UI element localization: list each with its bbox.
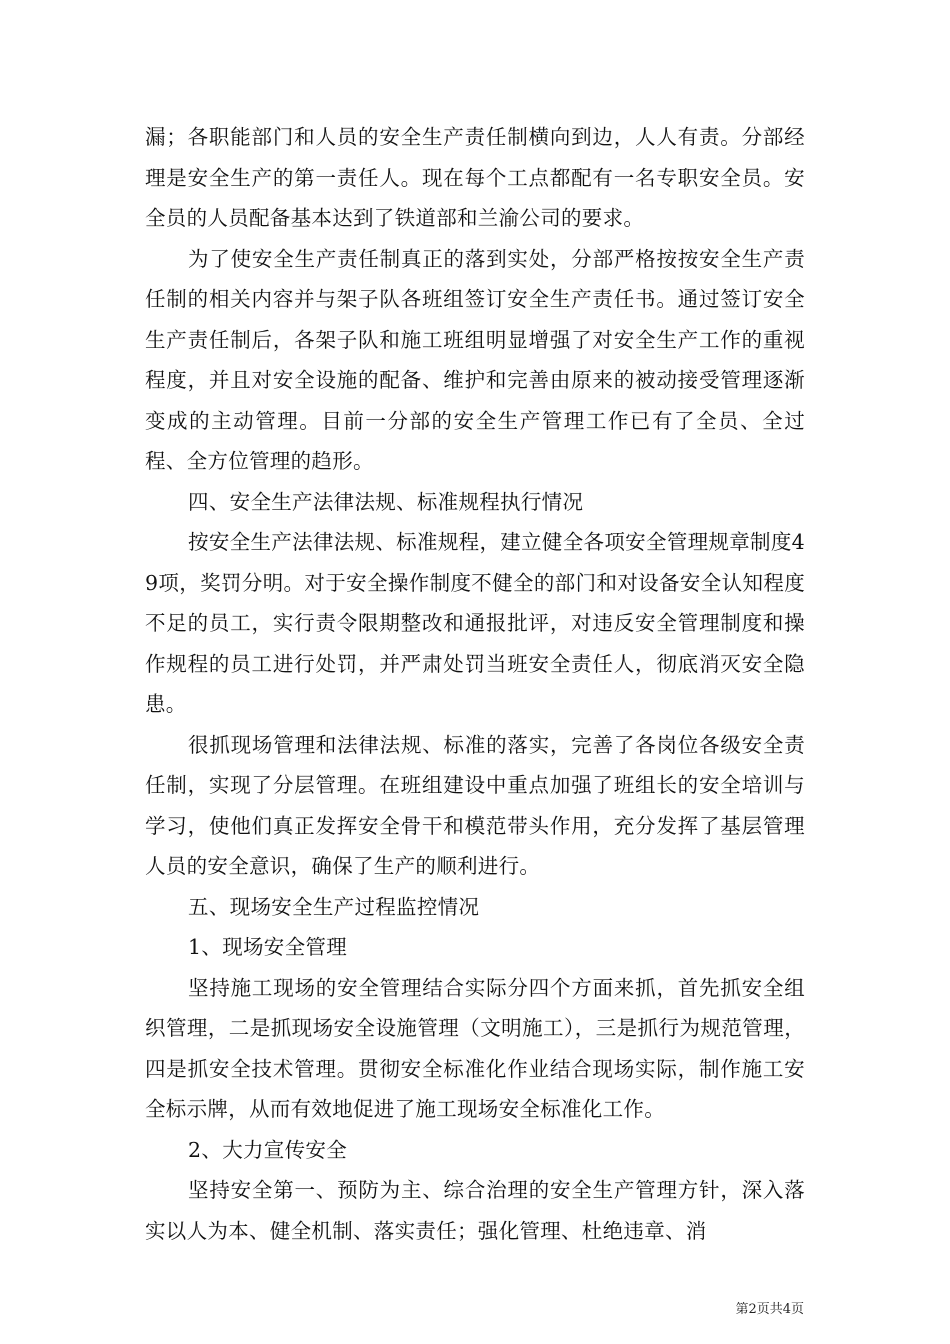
paragraph-2: 为了使安全生产责任制真正的落到实处，分部严格按按安全生产责任制的相关内容并与架子队各班组签订安全生产责任书。通过签订安全生产责任制后，各架子队和施工班组明显增强了对安全生产工作的重视程度，并且对安全设施的配备、维护和完善由原来的被动接受管理逐渐变成的主动管理。目前一分部的安全生产管理工作已有了全员、全过程、全方位管理的趋形。 <box>145 246 805 473</box>
subheading-1: 1、现场安全管理 <box>188 935 347 959</box>
document-body <box>145 117 805 1251</box>
subheading-2: 2、大力宣传安全 <box>188 1137 347 1162</box>
paragraph-3: 按安全生产法律法规、标准规程，建立健全各项安全管理规章制度49项，奖罚分明。对于安全操作制度不健全的部门和对设备安全认知程度不足的员工，实行责令限期整改和通报批评，对违反安全管理制度和操作规程的员工进行处罚，并严肃处罚当班安全责任人，彻底消灭安全隐患。 <box>145 530 805 716</box>
section-heading-5: 五、现场安全生产过程监控情况 <box>188 894 480 919</box>
paragraph-4: 很抓现场管理和法律法规、标准的落实，完善了各岗位各级安全责任制，实现了分层管理。在班组建设中重点加强了班组长的安全培训与学习，使他们真正发挥安全骨干和模范带头作用，充分发挥了基层管理人员的安全意识，确保了生产的顺利进行。 <box>145 732 805 878</box>
section-heading-4: 四、安全生产法律法规、标准规程执行情况 <box>188 489 584 514</box>
page-number-footer: 第2页共4页 <box>735 1302 804 1317</box>
paragraph-6: 坚持安全第一、预防为主、综合治理的安全生产管理方针，深入落实以人为本、健全机制、落实责任；强化管理、杜绝违章、消 <box>145 1178 805 1243</box>
paragraph-1: 漏；各职能部门和人员的安全生产责任制横向到边，人人有责。分部经理是安全生产的第一责任人。现在每个工点都配有一名专职安全员。安全员的人员配备基本达到了铁道部和兰渝公司的要求。 <box>145 125 805 230</box>
paragraph-5: 坚持施工现场的安全管理结合实际分四个方面来抓，首先抓安全组织管理，二是抓现场安全设施管理（文明施工），三是抓行为规范管理，四是抓安全技术管理。贯彻安全标准化作业结合现场实际，制作施工安全标示牌，从而有效地促进了施工现场安全标准化工作。 <box>145 975 805 1121</box>
